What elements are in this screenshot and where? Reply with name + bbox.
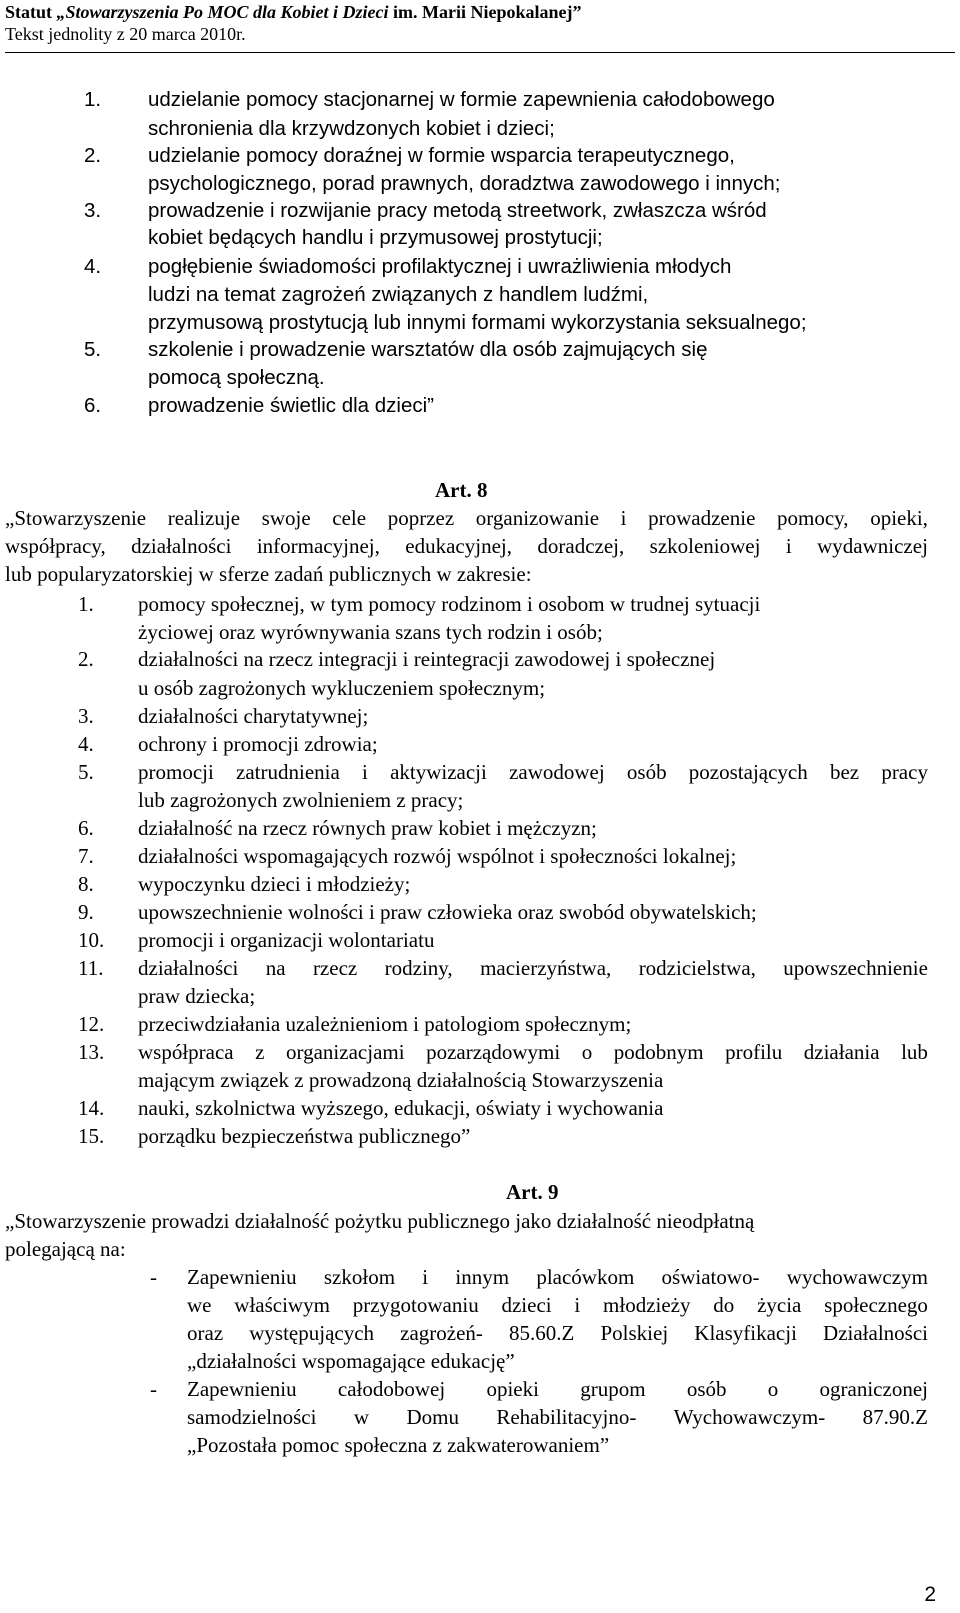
- list-item-line: współpraca z organizacjami pozarządowymi o podobnym profilu działania lub: [138, 1040, 928, 1064]
- article-8-heading: Art. 8: [435, 478, 488, 502]
- list-item-number: 9.: [78, 900, 94, 924]
- list-item-line: wypoczynku dzieci i młodzieży;: [138, 872, 411, 896]
- list-item-line: promocji zatrudnienia i aktywizacji zawodowej osób pozostających bez pracy: [138, 760, 928, 784]
- list-item-number: 7.: [78, 844, 94, 868]
- list-item-line: pomocy społecznej, w tym pomocy rodzinom i osobom w trudnej sytuacji: [138, 592, 761, 616]
- list-item-number: 2.: [84, 144, 102, 167]
- page-header: [5, 0, 955, 53]
- list-item-line: oraz występujących zagrożeń- 85.60.Z Polskiej Klasyfikacji Działalności: [187, 1321, 928, 1345]
- document-subtitle: Tekst jednolity z 20 marca 2010r.: [5, 24, 246, 44]
- list-item-number: 6.: [78, 816, 94, 840]
- list-item-line: działalności na rzecz integracji i reintegracji zawodowej i społecznej: [138, 647, 716, 671]
- list-item-number: 14.: [78, 1096, 105, 1120]
- list-item-line: nauki, szkolnictwa wyższego, edukacji, oświaty i wychowania: [138, 1096, 664, 1120]
- list-item-number: 15.: [78, 1124, 105, 1148]
- list-item-number: 6.: [84, 394, 102, 417]
- list-item-number: 4.: [78, 732, 94, 756]
- intro-line: „Stowarzyszenie prowadzi działalność pożytku publicznego jako działalność nieodpłatną: [5, 1209, 755, 1233]
- list-item-line: lub zagrożonych zwolnieniem z pracy;: [138, 788, 464, 812]
- list-item-line: samodzielności w Domu Rehabilitacyjno- Wychowawczym- 87.90.Z: [187, 1405, 928, 1429]
- list-item-number: 3.: [84, 199, 102, 222]
- list-item-line: „Pozostała pomoc społeczna z zakwaterowaniem”: [187, 1433, 610, 1457]
- list-dash: -: [150, 1265, 157, 1289]
- list-item-number: 5.: [78, 760, 94, 784]
- list-item-line: ludzi na temat zagrożeń związanych z handlem ludźmi,: [148, 283, 649, 306]
- list-item-line: działalności wspomagających rozwój wspólnot i społeczności lokalnej;: [138, 844, 737, 868]
- list-item-line: Zapewnieniu całodobowej opieki grupom osób o ograniczonej: [187, 1377, 928, 1401]
- list-item-number: 1.: [78, 592, 94, 616]
- list-item-number: 11.: [78, 956, 104, 980]
- list-item-line: promocji i organizacji wolontariatu: [138, 928, 435, 952]
- list-item-line: udzielanie pomocy doraźnej w formie wsparcia terapeutycznego,: [148, 144, 735, 167]
- list-item-line: pomocą społeczną.: [148, 366, 325, 389]
- list-item-line: Zapewnieniu szkołom i innym placówkom oświatowo- wychowawczym: [187, 1265, 928, 1289]
- list-item-line: pogłębienie świadomości profilaktycznej i uwrażliwienia młodych: [148, 255, 732, 278]
- list-item-line: praw dziecka;: [138, 984, 256, 1008]
- list-item-line: przeciwdziałania uzależnieniom i patologiom społecznym;: [138, 1012, 632, 1036]
- list-item-line: działalność na rzecz równych praw kobiet i mężczyzn;: [138, 816, 597, 840]
- article-9-heading: Art. 9: [506, 1180, 559, 1204]
- list-item-line: szkolenie i prowadzenie warsztatów dla osób zajmujących się: [148, 338, 708, 361]
- list-item-line: udzielanie pomocy stacjonarnej w formie zapewnienia całodobowego: [148, 88, 775, 111]
- list-item-line: „działalności wspomagające edukację”: [187, 1349, 515, 1373]
- list-item-number: 4.: [84, 255, 102, 278]
- intro-line: „Stowarzyszenie realizuje swoje cele poprzez organizowanie i prowadzenie pomocy, opieki,: [5, 506, 928, 530]
- list-item-line: przymusową prostytucją lub innymi formami wykorzystania seksualnego;: [148, 311, 807, 334]
- list-item-line: u osób zagrożonych wykluczeniem społecznym;: [138, 676, 546, 700]
- document-title: Statut „Stowarzyszenia Po MOC dla Kobiet i Dzieci im. Marii Niepokalanej”: [5, 2, 582, 22]
- list-item-line: mającym związek z prowadzoną działalnością Stowarzyszenia: [138, 1068, 664, 1092]
- list-item-line: porządku bezpieczeństwa publicznego”: [138, 1124, 471, 1148]
- list-item-line: psychologicznego, porad prawnych, doradztwa zawodowego i innych;: [148, 172, 781, 195]
- list-item-number: 5.: [84, 338, 102, 361]
- list-item-line: działalności charytatywnej;: [138, 704, 369, 728]
- list-item-line: działalności na rzecz rodziny, macierzyństwa, rodzicielstwa, upowszechnienie: [138, 956, 928, 980]
- intro-line: współpracy, działalności informacyjnej, edukacyjnej, doradczej, szkoleniowej i wydawniczej: [5, 534, 928, 558]
- intro-line: polegającą na:: [5, 1237, 126, 1261]
- list-item-number: 1.: [84, 88, 102, 111]
- list-item-number: 10.: [78, 928, 105, 952]
- list-item-line: prowadzenie i rozwijanie pracy metodą streetwork, zwłaszcza wśród: [148, 199, 767, 222]
- list-dash: -: [150, 1377, 157, 1401]
- list-item-number: 2.: [78, 647, 94, 671]
- intro-line: lub popularyzatorskiej w sferze zadań publicznych w zakresie:: [5, 562, 532, 586]
- list-item-line: kobiet będących handlu i przymusowej prostytucji;: [148, 226, 603, 249]
- list-item-line: we właściwym przygotowaniu dzieci i młodzieży do życia społecznego: [187, 1293, 928, 1317]
- page-number: 2: [924, 1583, 936, 1606]
- list-item-line: upowszechnienie wolności i praw człowieka oraz swobód obywatelskich;: [138, 900, 757, 924]
- list-item-line: prowadzenie świetlic dla dzieci”: [148, 394, 434, 417]
- list-item-number: 13.: [78, 1040, 105, 1064]
- list-item-number: 8.: [78, 872, 94, 896]
- list-item-line: życiowej oraz wyrównywania szans tych rodzin i osób;: [138, 620, 603, 644]
- list-item-line: ochrony i promocji zdrowia;: [138, 732, 378, 756]
- list-item-number: 3.: [78, 704, 94, 728]
- list-item-line: schronienia dla krzywdzonych kobiet i dzieci;: [148, 117, 555, 140]
- list-item-number: 12.: [78, 1012, 105, 1036]
